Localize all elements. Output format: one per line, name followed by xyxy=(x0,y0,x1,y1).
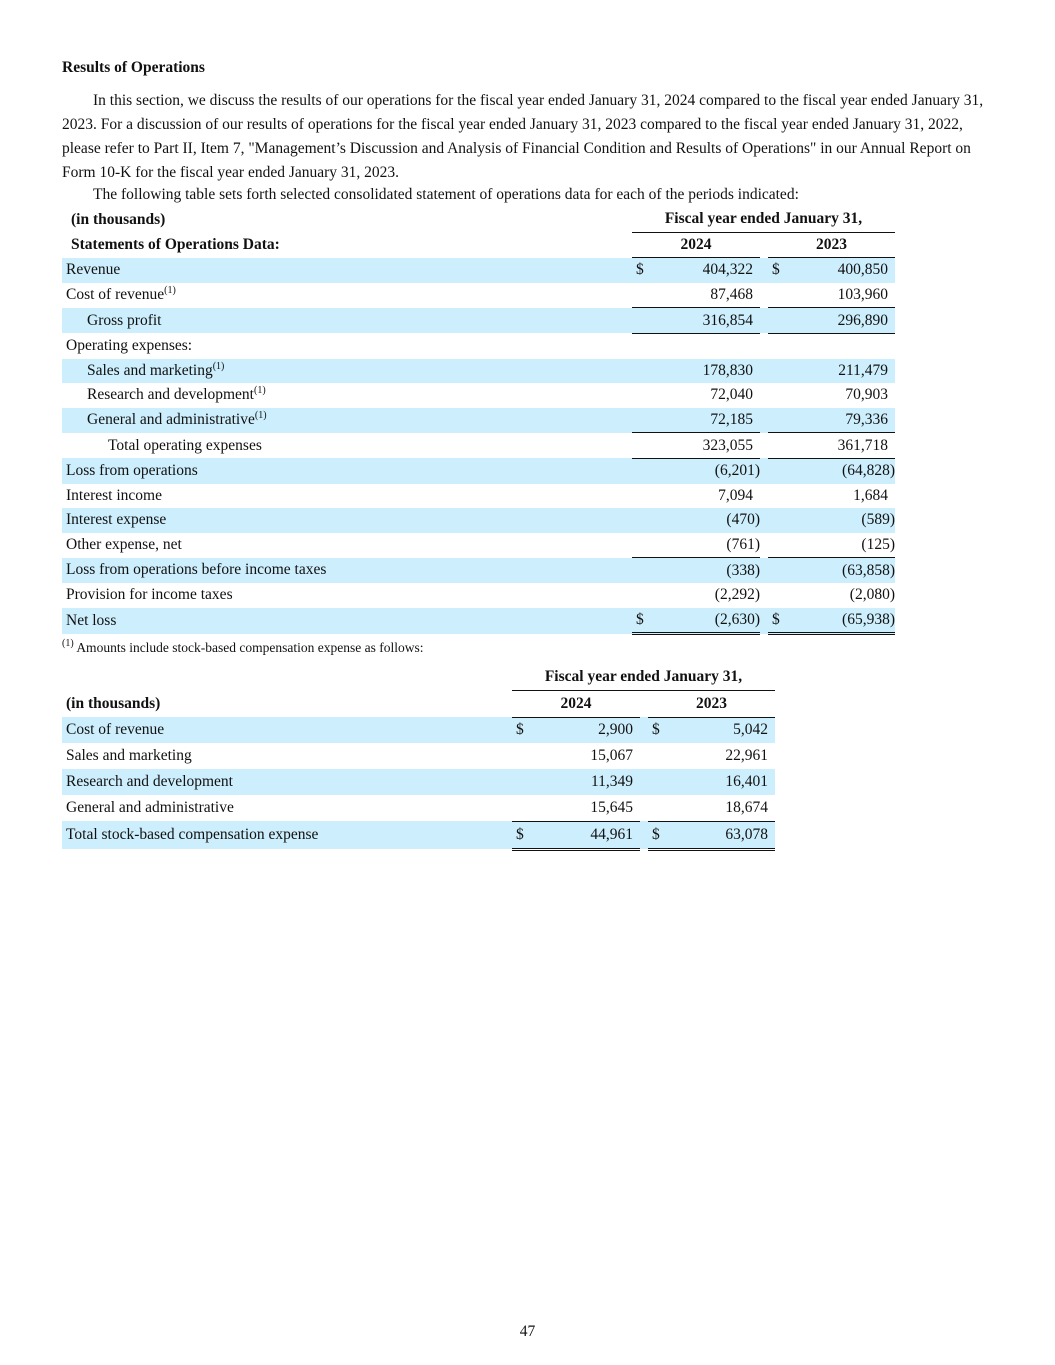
column-gap xyxy=(760,608,768,634)
row-label-text: Interest income xyxy=(66,486,162,504)
currency-symbol xyxy=(768,359,796,384)
row-label-text: General and administrative xyxy=(87,411,255,429)
column-gap xyxy=(760,458,768,483)
table-row xyxy=(62,769,775,795)
row-label xyxy=(62,484,632,509)
value-2023: 18,674 xyxy=(676,795,775,821)
row-label-text: Sales and marketing xyxy=(87,361,213,379)
value-2023: 79,336 xyxy=(796,408,895,433)
row-label xyxy=(62,608,632,634)
row-label xyxy=(62,795,512,821)
column-gap xyxy=(760,383,768,408)
column-gap xyxy=(760,308,768,334)
currency-symbol xyxy=(768,433,796,459)
currency-symbol xyxy=(768,333,796,358)
column-gap xyxy=(760,283,768,308)
currency-symbol: $ xyxy=(768,608,796,634)
currency-symbol xyxy=(632,558,660,583)
section-label: Statements of Operations Data: xyxy=(71,235,280,253)
value-2024: (6,201) xyxy=(660,458,760,483)
value-2023: 16,401 xyxy=(676,769,775,795)
row-label xyxy=(62,458,632,483)
column-gap xyxy=(760,433,768,459)
column-gap xyxy=(760,583,768,608)
row-label-text: Other expense, net xyxy=(66,536,182,554)
row-label xyxy=(62,333,632,358)
year-header-2024: 2024 xyxy=(632,232,760,258)
column-gap xyxy=(760,359,768,384)
table-row xyxy=(62,795,775,821)
currency-symbol xyxy=(648,795,676,821)
currency-symbol: $ xyxy=(648,821,676,849)
row-label xyxy=(62,408,632,433)
currency-symbol xyxy=(768,484,796,509)
table-row xyxy=(62,533,895,558)
value-2024: 72,040 xyxy=(710,386,753,404)
currency-symbol xyxy=(632,333,660,358)
statements-of-operations-table xyxy=(62,207,895,635)
table-row xyxy=(62,484,895,509)
year-header-2024: 2024 xyxy=(512,690,640,717)
currency-symbol: $ xyxy=(648,717,676,743)
currency-symbol xyxy=(632,458,660,483)
currency-symbol xyxy=(768,283,796,308)
row-label-text: Provision for income taxes xyxy=(66,586,233,604)
footnote-ref: (1) xyxy=(254,385,266,397)
value-2024: 15,067 xyxy=(590,747,633,765)
value-2023: 1,684 xyxy=(853,486,888,504)
value-2024: 7,094 xyxy=(718,486,753,504)
row-label-text: Research and development xyxy=(87,386,254,404)
value-2023: 361,718 xyxy=(796,433,895,459)
table-row xyxy=(62,408,895,433)
value-2024: 404,322 xyxy=(660,258,760,283)
row-label xyxy=(62,533,632,558)
currency-symbol: $ xyxy=(768,258,796,283)
currency-symbol xyxy=(648,769,676,795)
year-header-2023: 2023 xyxy=(768,232,895,258)
currency-symbol xyxy=(632,308,660,334)
value-2024: (2,630) xyxy=(660,608,760,634)
value-2023: 103,960 xyxy=(796,283,895,308)
row-label-text: Cost of revenue xyxy=(66,721,165,739)
table-row xyxy=(62,743,775,769)
value-2023: (125) xyxy=(796,533,895,558)
value-2023 xyxy=(796,333,895,358)
currency-symbol xyxy=(768,383,796,408)
table-row xyxy=(62,458,895,483)
row-label xyxy=(62,359,632,384)
currency-symbol xyxy=(768,408,796,433)
currency-symbol xyxy=(768,583,796,608)
table-row xyxy=(62,608,895,634)
value-2024: 323,055 xyxy=(660,433,760,459)
currency-symbol xyxy=(768,558,796,583)
row-label-text: Revenue xyxy=(66,261,121,279)
row-label-text: Cost of revenue xyxy=(66,286,165,304)
value-2023: (589) xyxy=(796,508,895,533)
row-label-text: Total operating expenses xyxy=(108,436,262,454)
value-2024: 44,961 xyxy=(540,821,640,849)
currency-symbol: $ xyxy=(632,608,660,634)
row-label-text: Gross profit xyxy=(87,311,162,329)
value-2023: (65,938) xyxy=(796,608,895,634)
value-2023: (63,858) xyxy=(796,558,895,583)
column-gap xyxy=(760,508,768,533)
value-2024: 87,468 xyxy=(660,283,760,308)
footnote-text: Amounts include stock-based compensation expense as follows: xyxy=(76,640,424,655)
table-row xyxy=(62,308,895,334)
column-gap xyxy=(760,258,768,283)
value-2024: (2,292) xyxy=(714,586,760,604)
intro-paragraph: In this section, we discuss the results of our operations for the fiscal year ended January 31, 2024 compared to the fiscal year ended January 31, 2023. For a discussion of our results of operations for the fiscal year ended January 31, 2023 compared to the fiscal year ended January 31, 2022, please refer to Part II, Item 7, "Management’s Discussion and Analysis of Financial Condition and Results of Operations" in our Annual Report on Form 10-K for the fiscal year ended January 31, 2023. xyxy=(62,92,984,181)
currency-symbol xyxy=(632,283,660,308)
stock-compensation-table xyxy=(62,664,775,851)
currency-symbol xyxy=(512,743,540,769)
table-row xyxy=(62,583,895,608)
value-2023: (64,828) xyxy=(796,458,895,483)
currency-symbol xyxy=(632,533,660,558)
value-2023: 5,042 xyxy=(676,717,775,743)
value-2024: 178,830 xyxy=(660,359,760,384)
row-label xyxy=(62,583,632,608)
row-label xyxy=(62,769,512,795)
column-gap xyxy=(640,743,648,769)
row-label xyxy=(62,308,632,334)
column-gap xyxy=(760,484,768,509)
column-gap xyxy=(760,408,768,433)
currency-symbol xyxy=(512,769,540,795)
currency-symbol xyxy=(632,508,660,533)
table-row xyxy=(62,283,895,308)
table-intro-paragraph: The following table sets forth selected consolidated statement of operations data for each of the periods indicated: xyxy=(93,186,799,203)
currency-symbol: $ xyxy=(512,717,540,743)
row-label xyxy=(62,433,632,459)
currency-symbol xyxy=(632,408,660,433)
currency-symbol xyxy=(648,743,676,769)
column-gap xyxy=(640,821,648,849)
value-2023: 63,078 xyxy=(676,821,775,849)
year-header-2023: 2023 xyxy=(648,690,775,717)
table-row xyxy=(62,359,895,384)
currency-symbol xyxy=(512,795,540,821)
value-2023: 211,479 xyxy=(796,359,895,384)
currency-symbol xyxy=(632,433,660,459)
footnote xyxy=(62,640,424,656)
currency-symbol xyxy=(768,458,796,483)
currency-symbol xyxy=(768,308,796,334)
row-label xyxy=(62,283,632,308)
row-label-text: Loss from operations xyxy=(66,461,198,479)
table-row xyxy=(62,258,895,283)
currency-symbol xyxy=(632,359,660,384)
row-label-text: Research and development xyxy=(66,773,233,791)
row-label-text: Operating expenses: xyxy=(66,337,193,355)
footnote-ref: (1) xyxy=(212,360,225,372)
currency-symbol xyxy=(632,583,660,608)
row-label-text: Interest expense xyxy=(66,511,167,529)
value-2023: 22,961 xyxy=(725,747,768,765)
value-2024: (338) xyxy=(660,558,760,583)
period-header: Fiscal year ended January 31, xyxy=(512,664,775,690)
footnote-mark: (1) xyxy=(62,638,74,649)
column-gap xyxy=(760,533,768,558)
value-2024: 316,854 xyxy=(660,308,760,334)
value-2023: 400,850 xyxy=(796,258,895,283)
table-row xyxy=(62,558,895,583)
value-2024 xyxy=(660,333,760,358)
row-label xyxy=(62,821,512,849)
value-2023: 70,903 xyxy=(845,386,888,404)
value-2024: 72,185 xyxy=(660,408,760,433)
footnote-ref: (1) xyxy=(254,410,267,422)
currency-symbol: $ xyxy=(632,258,660,283)
currency-symbol xyxy=(768,533,796,558)
footnote-ref: (1) xyxy=(164,285,176,297)
row-label-text: Net loss xyxy=(66,611,117,629)
row-label xyxy=(62,743,512,769)
row-label xyxy=(62,258,632,283)
period-header: Fiscal year ended January 31, xyxy=(632,207,895,232)
section-title: Results of Operations xyxy=(62,59,205,76)
column-gap xyxy=(640,717,648,743)
value-2024: 2,900 xyxy=(540,717,640,743)
currency-symbol: $ xyxy=(512,821,540,849)
units-label: (in thousands) xyxy=(71,210,166,228)
currency-symbol xyxy=(768,508,796,533)
column-gap xyxy=(640,795,648,821)
row-label xyxy=(62,508,632,533)
table-row xyxy=(62,717,775,743)
value-2024: 15,645 xyxy=(540,795,640,821)
row-label xyxy=(62,383,632,408)
table-row xyxy=(62,333,895,358)
table-row xyxy=(62,821,775,849)
units-label: (in thousands) xyxy=(66,694,161,712)
column-gap xyxy=(640,769,648,795)
row-label xyxy=(62,558,632,583)
value-2024: (470) xyxy=(660,508,760,533)
row-label-text: Total stock-based compensation expense xyxy=(66,826,319,844)
row-label-text: General and administrative xyxy=(66,799,234,817)
column-gap xyxy=(760,333,768,358)
table-row xyxy=(62,508,895,533)
column-gap xyxy=(760,558,768,583)
table-row xyxy=(62,383,895,408)
currency-symbol xyxy=(632,383,660,408)
page-number: 47 xyxy=(519,1323,536,1340)
row-label-text: Loss from operations before income taxes xyxy=(66,561,327,579)
value-2024: 11,349 xyxy=(540,769,640,795)
currency-symbol xyxy=(632,484,660,509)
value-2023: (2,080) xyxy=(849,586,895,604)
value-2024: (761) xyxy=(660,533,760,558)
value-2023: 296,890 xyxy=(796,308,895,334)
table-row xyxy=(62,433,895,459)
row-label xyxy=(62,717,512,743)
row-label-text: Sales and marketing xyxy=(66,747,192,765)
